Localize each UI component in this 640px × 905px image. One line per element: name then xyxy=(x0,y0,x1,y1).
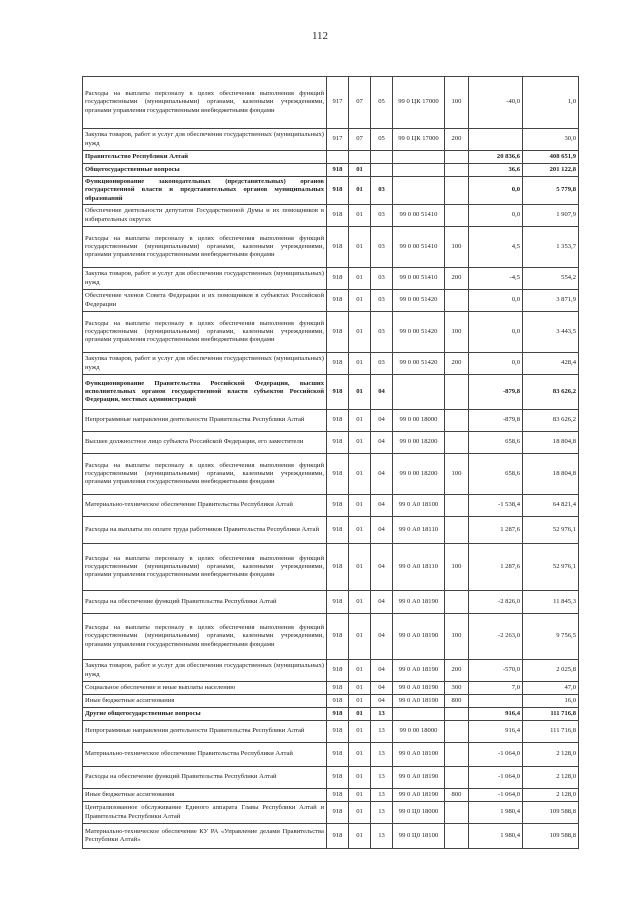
cell-change-amount: 1 980,4 xyxy=(469,802,523,824)
cell-target-article xyxy=(393,164,445,177)
cell-section: 01 xyxy=(349,432,371,454)
cell-name: Расходы на обеспечение функций Правительства Республики Алтай xyxy=(83,591,327,614)
cell-grbs xyxy=(327,151,349,164)
cell-section: 01 xyxy=(349,544,371,591)
cell-section: 01 xyxy=(349,312,371,353)
table-row xyxy=(83,660,579,682)
cell-section: 01 xyxy=(349,353,371,375)
cell-section xyxy=(349,151,371,164)
cell-name: Обеспечение членов Совета Федерации и их помощников в субъектах Российской Федерации xyxy=(83,290,327,312)
cell-expense-type xyxy=(445,164,469,177)
cell-subsection: 04 xyxy=(371,432,393,454)
cell-subsection: 03 xyxy=(371,290,393,312)
cell-subsection: 04 xyxy=(371,614,393,660)
cell-expense-type: 100 xyxy=(445,77,469,129)
cell-name: Закупка товаров, работ и услуг для обеспечения государственных (муниципальных) нужд xyxy=(83,268,327,290)
cell-section: 01 xyxy=(349,802,371,824)
cell-section: 01 xyxy=(349,495,371,517)
cell-change-amount: 4,5 xyxy=(469,227,523,268)
cell-grbs: 918 xyxy=(327,767,349,789)
cell-change-amount: -2 826,0 xyxy=(469,591,523,614)
cell-target-article xyxy=(393,151,445,164)
cell-expense-type: 200 xyxy=(445,660,469,682)
table-row xyxy=(83,290,579,312)
table-row xyxy=(83,721,579,743)
cell-target-article: 99 0 00 18200 xyxy=(393,432,445,454)
cell-subsection: 13 xyxy=(371,743,393,767)
table-row xyxy=(83,495,579,517)
cell-change-amount: 0,0 xyxy=(469,353,523,375)
cell-grbs: 918 xyxy=(327,205,349,227)
cell-subsection: 04 xyxy=(371,375,393,410)
cell-name: Функционирование Правительства Российской Федерации, высших исполнительных органов государственной власти субъектов Российской Федерации, местных администраций xyxy=(83,375,327,410)
cell-expense-type xyxy=(445,824,469,849)
cell-change-amount: -1 538,4 xyxy=(469,495,523,517)
cell-grbs: 918 xyxy=(327,454,349,495)
cell-expense-type: 800 xyxy=(445,789,469,802)
cell-section: 01 xyxy=(349,789,371,802)
cell-expense-type xyxy=(445,802,469,824)
cell-change-amount: 7,0 xyxy=(469,682,523,695)
table-row xyxy=(83,312,579,353)
cell-grbs: 918 xyxy=(327,227,349,268)
cell-total-amount: 554,2 xyxy=(523,268,579,290)
cell-name: Закупка товаров, работ и услуг для обеспечения государственных (муниципальных) нужд xyxy=(83,660,327,682)
cell-target-article: 99 0 00 51420 xyxy=(393,353,445,375)
cell-subsection: 04 xyxy=(371,660,393,682)
cell-name: Материально-техническое обеспечение Правительства Республики Алтай xyxy=(83,495,327,517)
cell-target-article: 99 0 ЦК 17000 xyxy=(393,77,445,129)
cell-change-amount: 658,6 xyxy=(469,454,523,495)
cell-total-amount: 16,0 xyxy=(523,695,579,708)
cell-total-amount: 52 976,1 xyxy=(523,517,579,544)
cell-name: Социальное обеспечение и иные выплаты населению xyxy=(83,682,327,695)
cell-grbs: 917 xyxy=(327,129,349,151)
cell-section: 01 xyxy=(349,708,371,721)
cell-section: 01 xyxy=(349,290,371,312)
cell-section: 01 xyxy=(349,268,371,290)
cell-name: Расходы на обеспечение функций Правительства Республики Алтай xyxy=(83,767,327,789)
cell-grbs: 917 xyxy=(327,77,349,129)
table-row xyxy=(83,767,579,789)
cell-change-amount: 916,4 xyxy=(469,721,523,743)
cell-change-amount: -4,5 xyxy=(469,268,523,290)
cell-expense-type xyxy=(445,708,469,721)
cell-grbs: 918 xyxy=(327,517,349,544)
cell-subsection: 13 xyxy=(371,767,393,789)
cell-total-amount: 2 025,8 xyxy=(523,660,579,682)
cell-section: 01 xyxy=(349,375,371,410)
cell-grbs: 918 xyxy=(327,660,349,682)
table-row xyxy=(83,268,579,290)
cell-section: 01 xyxy=(349,767,371,789)
cell-name: Централизованное обслуживание Единого аппарата Главы Республики Алтай и Правительства Республики Алтай xyxy=(83,802,327,824)
cell-expense-type xyxy=(445,721,469,743)
cell-grbs: 918 xyxy=(327,743,349,767)
cell-section: 01 xyxy=(349,824,371,849)
cell-section: 07 xyxy=(349,77,371,129)
cell-total-amount: 109 588,8 xyxy=(523,824,579,849)
cell-section: 01 xyxy=(349,660,371,682)
cell-subsection: 13 xyxy=(371,721,393,743)
cell-section: 01 xyxy=(349,205,371,227)
cell-change-amount xyxy=(469,695,523,708)
cell-change-amount: -879,8 xyxy=(469,375,523,410)
cell-total-amount: 1,0 xyxy=(523,77,579,129)
cell-subsection: 13 xyxy=(371,802,393,824)
cell-expense-type xyxy=(445,591,469,614)
cell-name: Закупка товаров, работ и услуг для обеспечения государственных (муниципальных) нужд xyxy=(83,129,327,151)
cell-change-amount: 0,0 xyxy=(469,290,523,312)
cell-subsection: 03 xyxy=(371,268,393,290)
cell-target-article: 99 0 00 18200 xyxy=(393,454,445,495)
cell-total-amount: 2 128,0 xyxy=(523,743,579,767)
cell-name: Расходы на выплаты персоналу в целях обеспечения выполнения функций государственными (муниципальными) органами, казенными учреждениями, органами управления государственными внебюджетными фондами xyxy=(83,227,327,268)
cell-change-amount: 36,6 xyxy=(469,164,523,177)
cell-name: Правительство Республики Алтай xyxy=(83,151,327,164)
cell-subsection: 03 xyxy=(371,312,393,353)
cell-name: Общегосударственные вопросы xyxy=(83,164,327,177)
cell-expense-type: 200 xyxy=(445,353,469,375)
cell-target-article: 99 0 А0 18190 xyxy=(393,789,445,802)
table-row xyxy=(83,164,579,177)
table-row xyxy=(83,177,579,205)
cell-expense-type: 200 xyxy=(445,129,469,151)
cell-subsection: 03 xyxy=(371,177,393,205)
cell-grbs: 918 xyxy=(327,164,349,177)
cell-expense-type xyxy=(445,432,469,454)
cell-section: 01 xyxy=(349,721,371,743)
cell-grbs: 918 xyxy=(327,410,349,432)
cell-expense-type xyxy=(445,290,469,312)
cell-expense-type xyxy=(445,151,469,164)
cell-grbs: 918 xyxy=(327,375,349,410)
cell-total-amount: 3 443,5 xyxy=(523,312,579,353)
table-row xyxy=(83,410,579,432)
cell-name: Иные бюджетные ассигнования xyxy=(83,695,327,708)
cell-target-article: 99 0 А0 18110 xyxy=(393,544,445,591)
cell-subsection: 04 xyxy=(371,591,393,614)
cell-name: Расходы на выплаты персоналу в целях обеспечения выполнения функций государственными (муниципальными) органами, казенными учреждениями, органами управления государственными внебюджетными фондами xyxy=(83,312,327,353)
cell-grbs: 918 xyxy=(327,591,349,614)
cell-total-amount: 9 756,5 xyxy=(523,614,579,660)
cell-target-article: 99 0 ЦК 17000 xyxy=(393,129,445,151)
cell-total-amount: 64 821,4 xyxy=(523,495,579,517)
budget-table xyxy=(82,76,579,849)
cell-total-amount: 408 651,9 xyxy=(523,151,579,164)
cell-total-amount: 5 779,8 xyxy=(523,177,579,205)
cell-total-amount: 83 626,2 xyxy=(523,410,579,432)
cell-grbs: 918 xyxy=(327,312,349,353)
cell-subsection xyxy=(371,164,393,177)
cell-grbs: 918 xyxy=(327,708,349,721)
cell-grbs: 918 xyxy=(327,802,349,824)
cell-name: Расходы на выплаты персоналу в целях обеспечения выполнения функций государственными (муниципальными) органами, казенными учреждениями, органами управления государственными внебюджетными фондами xyxy=(83,77,327,129)
cell-section: 01 xyxy=(349,227,371,268)
cell-subsection: 04 xyxy=(371,682,393,695)
cell-target-article: 99 0 А0 18190 xyxy=(393,767,445,789)
cell-name: Расходы на выплаты персоналу в целях обеспечения выполнения функций государственными (муниципальными) органами, казенными учреждениями, органами управления государственными внебюджетными фондами xyxy=(83,454,327,495)
cell-name: Другие общегосударственные вопросы xyxy=(83,708,327,721)
cell-subsection xyxy=(371,151,393,164)
cell-target-article xyxy=(393,177,445,205)
cell-name: Функционирование законодательных (представительных) органов государственной власти и представительных органов муниципальных образований xyxy=(83,177,327,205)
cell-expense-type xyxy=(445,517,469,544)
cell-change-amount: -1 064,0 xyxy=(469,767,523,789)
cell-grbs: 918 xyxy=(327,495,349,517)
cell-name: Расходы на выплаты персоналу в целях обеспечения выполнения функций государственными (муниципальными) органами, казенными учреждениями, органами управления государственными внебюджетными фондами xyxy=(83,544,327,591)
cell-expense-type xyxy=(445,375,469,410)
cell-name: Непрограммные направления деятельности Правительства Республики Алтай xyxy=(83,410,327,432)
cell-total-amount: 2 128,0 xyxy=(523,789,579,802)
cell-change-amount: 0,0 xyxy=(469,312,523,353)
cell-grbs: 918 xyxy=(327,544,349,591)
cell-target-article: 99 0 00 51410 xyxy=(393,227,445,268)
table-row xyxy=(83,517,579,544)
cell-section: 01 xyxy=(349,164,371,177)
cell-change-amount: 0,0 xyxy=(469,177,523,205)
cell-subsection: 04 xyxy=(371,454,393,495)
cell-target-article: 99 0 А0 18190 xyxy=(393,614,445,660)
cell-total-amount: 111 716,8 xyxy=(523,708,579,721)
table-row xyxy=(83,708,579,721)
cell-section: 01 xyxy=(349,743,371,767)
cell-subsection: 04 xyxy=(371,695,393,708)
table-row xyxy=(83,353,579,375)
cell-section: 07 xyxy=(349,129,371,151)
cell-expense-type xyxy=(445,495,469,517)
cell-expense-type xyxy=(445,177,469,205)
cell-section: 01 xyxy=(349,517,371,544)
page-number: 112 xyxy=(311,30,329,42)
table-row xyxy=(83,682,579,695)
cell-section: 01 xyxy=(349,454,371,495)
table-row xyxy=(83,454,579,495)
cell-name: Непрограммные направления деятельности Правительства Республики Алтай xyxy=(83,721,327,743)
cell-target-article: 99 0 00 51420 xyxy=(393,312,445,353)
table-row xyxy=(83,151,579,164)
cell-subsection: 13 xyxy=(371,708,393,721)
cell-name: Иные бюджетные ассигнования xyxy=(83,789,327,802)
cell-grbs: 918 xyxy=(327,695,349,708)
cell-subsection: 03 xyxy=(371,353,393,375)
table-row xyxy=(83,432,579,454)
table-row xyxy=(83,205,579,227)
cell-subsection: 05 xyxy=(371,129,393,151)
cell-target-article: 99 0 00 51410 xyxy=(393,268,445,290)
cell-section: 01 xyxy=(349,695,371,708)
cell-expense-type xyxy=(445,767,469,789)
cell-target-article: 99 0 00 51420 xyxy=(393,290,445,312)
cell-total-amount: 30,0 xyxy=(523,129,579,151)
cell-change-amount: -879,8 xyxy=(469,410,523,432)
cell-target-article xyxy=(393,708,445,721)
cell-target-article: 99 0 А0 18100 xyxy=(393,743,445,767)
cell-name: Расходы на выплаты по оплате труда работников Правительства Республики Алтай xyxy=(83,517,327,544)
cell-change-amount: 1 287,6 xyxy=(469,517,523,544)
table-row xyxy=(83,544,579,591)
cell-subsection: 04 xyxy=(371,495,393,517)
cell-subsection: 04 xyxy=(371,410,393,432)
cell-target-article: 99 0 00 51410 xyxy=(393,205,445,227)
cell-expense-type: 100 xyxy=(445,227,469,268)
cell-total-amount: 3 871,9 xyxy=(523,290,579,312)
table-row xyxy=(83,695,579,708)
cell-total-amount: 1 907,9 xyxy=(523,205,579,227)
cell-name: Высшее должностное лицо субъекта Российской Федерации, его заместители xyxy=(83,432,327,454)
cell-change-amount: 1 980,4 xyxy=(469,824,523,849)
cell-name: Материально-техническое обеспечение Правительства Республики Алтай xyxy=(83,743,327,767)
cell-target-article: 99 0 А0 18190 xyxy=(393,695,445,708)
cell-name: Материально-техническое обеспечение КУ РА «Управление делами Правительства Республики Алтай» xyxy=(83,824,327,849)
cell-total-amount: 428,4 xyxy=(523,353,579,375)
cell-target-article: 99 0 Ц0 18000 xyxy=(393,802,445,824)
cell-expense-type: 100 xyxy=(445,454,469,495)
table-row xyxy=(83,614,579,660)
cell-grbs: 918 xyxy=(327,614,349,660)
cell-subsection: 04 xyxy=(371,517,393,544)
cell-change-amount xyxy=(469,129,523,151)
cell-target-article: 99 0 А0 18110 xyxy=(393,517,445,544)
cell-expense-type: 100 xyxy=(445,312,469,353)
cell-expense-type: 200 xyxy=(445,268,469,290)
cell-total-amount: 201 122,8 xyxy=(523,164,579,177)
cell-grbs: 918 xyxy=(327,177,349,205)
cell-change-amount: -570,0 xyxy=(469,660,523,682)
cell-name: Расходы на выплаты персоналу в целях обеспечения выполнения функций государственными (муниципальными) органами, казенными учреждениями, органами управления государственными внебюджетными фондами xyxy=(83,614,327,660)
cell-subsection: 03 xyxy=(371,205,393,227)
cell-section: 01 xyxy=(349,591,371,614)
cell-change-amount: -2 263,0 xyxy=(469,614,523,660)
table-row xyxy=(83,375,579,410)
cell-change-amount: 1 287,6 xyxy=(469,544,523,591)
cell-total-amount: 1 353,7 xyxy=(523,227,579,268)
cell-section: 01 xyxy=(349,410,371,432)
cell-target-article: 99 0 А0 18190 xyxy=(393,591,445,614)
cell-expense-type xyxy=(445,410,469,432)
cell-subsection: 13 xyxy=(371,824,393,849)
cell-change-amount: 658,6 xyxy=(469,432,523,454)
cell-expense-type: 800 xyxy=(445,695,469,708)
cell-change-amount: -1 064,0 xyxy=(469,743,523,767)
cell-target-article: 99 0 А0 18190 xyxy=(393,660,445,682)
cell-name: Закупка товаров, работ и услуг для обеспечения государственных (муниципальных) нужд xyxy=(83,353,327,375)
cell-change-amount: 0,0 xyxy=(469,205,523,227)
cell-target-article: 99 0 А0 18100 xyxy=(393,495,445,517)
cell-section: 01 xyxy=(349,682,371,695)
cell-grbs: 918 xyxy=(327,290,349,312)
cell-expense-type: 100 xyxy=(445,614,469,660)
cell-total-amount: 2 128,0 xyxy=(523,767,579,789)
cell-change-amount: 20 836,6 xyxy=(469,151,523,164)
cell-section: 01 xyxy=(349,177,371,205)
cell-grbs: 918 xyxy=(327,721,349,743)
cell-expense-type xyxy=(445,743,469,767)
cell-grbs: 918 xyxy=(327,789,349,802)
cell-total-amount: 52 976,1 xyxy=(523,544,579,591)
cell-expense-type: 100 xyxy=(445,544,469,591)
cell-target-article: 99 0 А0 18190 xyxy=(393,682,445,695)
cell-target-article: 99 0 Ц0 18100 xyxy=(393,824,445,849)
cell-change-amount: 916,4 xyxy=(469,708,523,721)
cell-target-article: 99 0 00 18000 xyxy=(393,410,445,432)
cell-grbs: 918 xyxy=(327,682,349,695)
cell-grbs: 918 xyxy=(327,432,349,454)
cell-total-amount: 18 804,8 xyxy=(523,432,579,454)
cell-change-amount: -40,0 xyxy=(469,77,523,129)
cell-name: Обеспечение деятельности депутатов Государственной Думы и их помощников в избирательных округах xyxy=(83,205,327,227)
cell-total-amount: 47,0 xyxy=(523,682,579,695)
cell-section: 01 xyxy=(349,614,371,660)
cell-total-amount: 109 588,8 xyxy=(523,802,579,824)
table-row xyxy=(83,227,579,268)
cell-subsection: 13 xyxy=(371,789,393,802)
cell-subsection: 03 xyxy=(371,227,393,268)
cell-total-amount: 83 626,2 xyxy=(523,375,579,410)
cell-grbs: 918 xyxy=(327,353,349,375)
cell-target-article xyxy=(393,375,445,410)
table-row xyxy=(83,789,579,802)
cell-total-amount: 111 716,8 xyxy=(523,721,579,743)
cell-grbs: 918 xyxy=(327,824,349,849)
table-row xyxy=(83,802,579,824)
cell-change-amount: -1 064,0 xyxy=(469,789,523,802)
cell-total-amount: 11 845,3 xyxy=(523,591,579,614)
table-row xyxy=(83,743,579,767)
table-row xyxy=(83,129,579,151)
cell-total-amount: 18 804,8 xyxy=(523,454,579,495)
cell-expense-type: 300 xyxy=(445,682,469,695)
cell-subsection: 04 xyxy=(371,544,393,591)
cell-subsection: 05 xyxy=(371,77,393,129)
table-row xyxy=(83,77,579,129)
table-row xyxy=(83,824,579,849)
cell-expense-type xyxy=(445,205,469,227)
table-row xyxy=(83,591,579,614)
cell-grbs: 918 xyxy=(327,268,349,290)
cell-target-article: 99 0 00 18000 xyxy=(393,721,445,743)
